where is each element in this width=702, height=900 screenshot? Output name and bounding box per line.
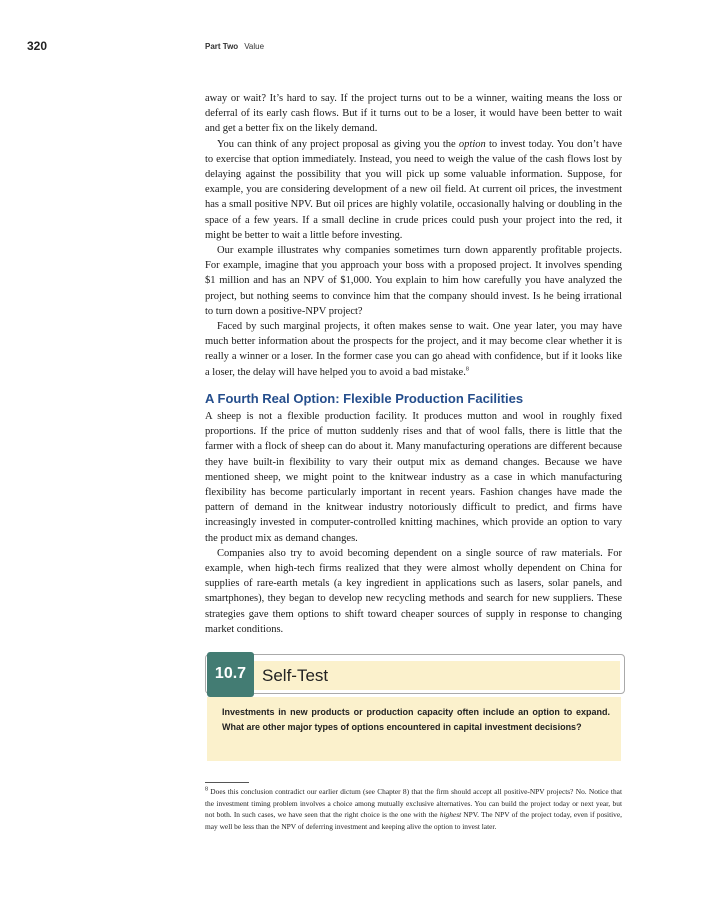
page-number: 320 — [27, 39, 48, 53]
self-test-question: Investments in new products or production capacity often include an option to expand. What are other major types of options encountered in capital investment decisions? — [222, 707, 610, 732]
footnote-marker: 8 — [205, 786, 208, 793]
body-text-top — [205, 91, 622, 380]
paragraph: Faced by such marginal projects, it often makes sense to wait. One year later, you may have much better information about the prospects for the project, and it may become clear whether it is really a winner or a loser. In the former case you can go ahead with confidence, but if it looks like a loser, the delay will have helped you to avoid a bad mistake.$^8$ — [205, 321, 622, 378]
self-test-number: 10.7 — [214, 665, 247, 682]
running-head — [205, 42, 264, 51]
section-heading: A Fourth Real Option: Flexible Production Facilities — [205, 391, 524, 406]
footnote-divider — [205, 782, 249, 783]
part-title: Value — [244, 42, 265, 51]
paragraph: away or wait? It’s hard to say. If the project turns out to be a winner, waiting means the loss or deferral of its early cash flows. But if it turns out to be a loser, it would have been better to wait and get a better fix on the likely demand. — [205, 93, 622, 135]
paragraph: You can think of any project proposal as giving you the option to invest today. You don’t have to exercise that option immediately. Instead, you need to weigh the value of the cash flows lost by delaying against the possibility that you will pick up some valuable information. Suppose, for example, you are considering development of a new oil field. At current oil prices, the investment has a small positive NPV. But oil prices are highly volatile, occasionally halving or doubling in the space of a few years. If a small decline in crude prices could push your project into the red, it might be better to wait a little before investing. — [205, 138, 622, 241]
body-text-section — [205, 409, 622, 637]
self-test-title: Self-Test — [262, 666, 329, 685]
paragraph: Our example illustrates why companies sometimes turn down apparently profitable projects. For example, imagine that you approach your boss with a proposed project. It involves spending $1 million and has an NPV of $1,000. You explain to him how carefully you have analyzed the project, but nothing seems to convince him that the company should invest. Is he being irrational to turn down a positive-NPV project? — [205, 245, 622, 317]
paragraph: A sheep is not a flexible production facility. It produces mutton and wool in roughly fixed proportions. If the price of mutton suddenly rises and that of wool falls, there is little that the farmer with a flock of sheep can do about it. Many manufacturing operations are different because they have built-in flexibility to vary their output mix as demand changes. Because we have mentioned sheep, we might point to the knitwear industry as a case in which manufacturing flexibility has become particularly important in recent years. Fashion changes have made the pattern of demand in the knitwear industry notoriously difficult to predict, and firms have increasingly invested in computer-controlled knitting machines, which provide an option to vary the product mix as demand changes. — [205, 411, 622, 544]
footnote-ref: 8 — [465, 366, 469, 373]
footnote: $^8$ Does this conclusion contradict our earlier dictum (see Chapter 8) that the firm should accept all positive-NPV projects? No. Notice that the investment timing problem involves a choice among mutually exclusive alternatives. You can build the project today or next year, but not both. In such cases, we have seen that the right choice is the one with the highest NPV. The NPV of the project today, even if positive, may well be less than the NPV of deferring investment and keeping alive the option to invest later. — [205, 786, 623, 831]
part-label: Part Two — [205, 42, 239, 51]
paragraph: Companies also try to avoid becoming dependent on a single source of raw materials. For example, when high-tech firms realized that they were almost wholly dependent on China for supplies of rare-earth metals (a key ingredient in applications such as lasers, solar panels, and smartphones), they began to develop new recycling methods and search for new suppliers. These strategies gave them options to shift toward cheaper sources of supply in response to changing market conditions. — [205, 547, 622, 635]
